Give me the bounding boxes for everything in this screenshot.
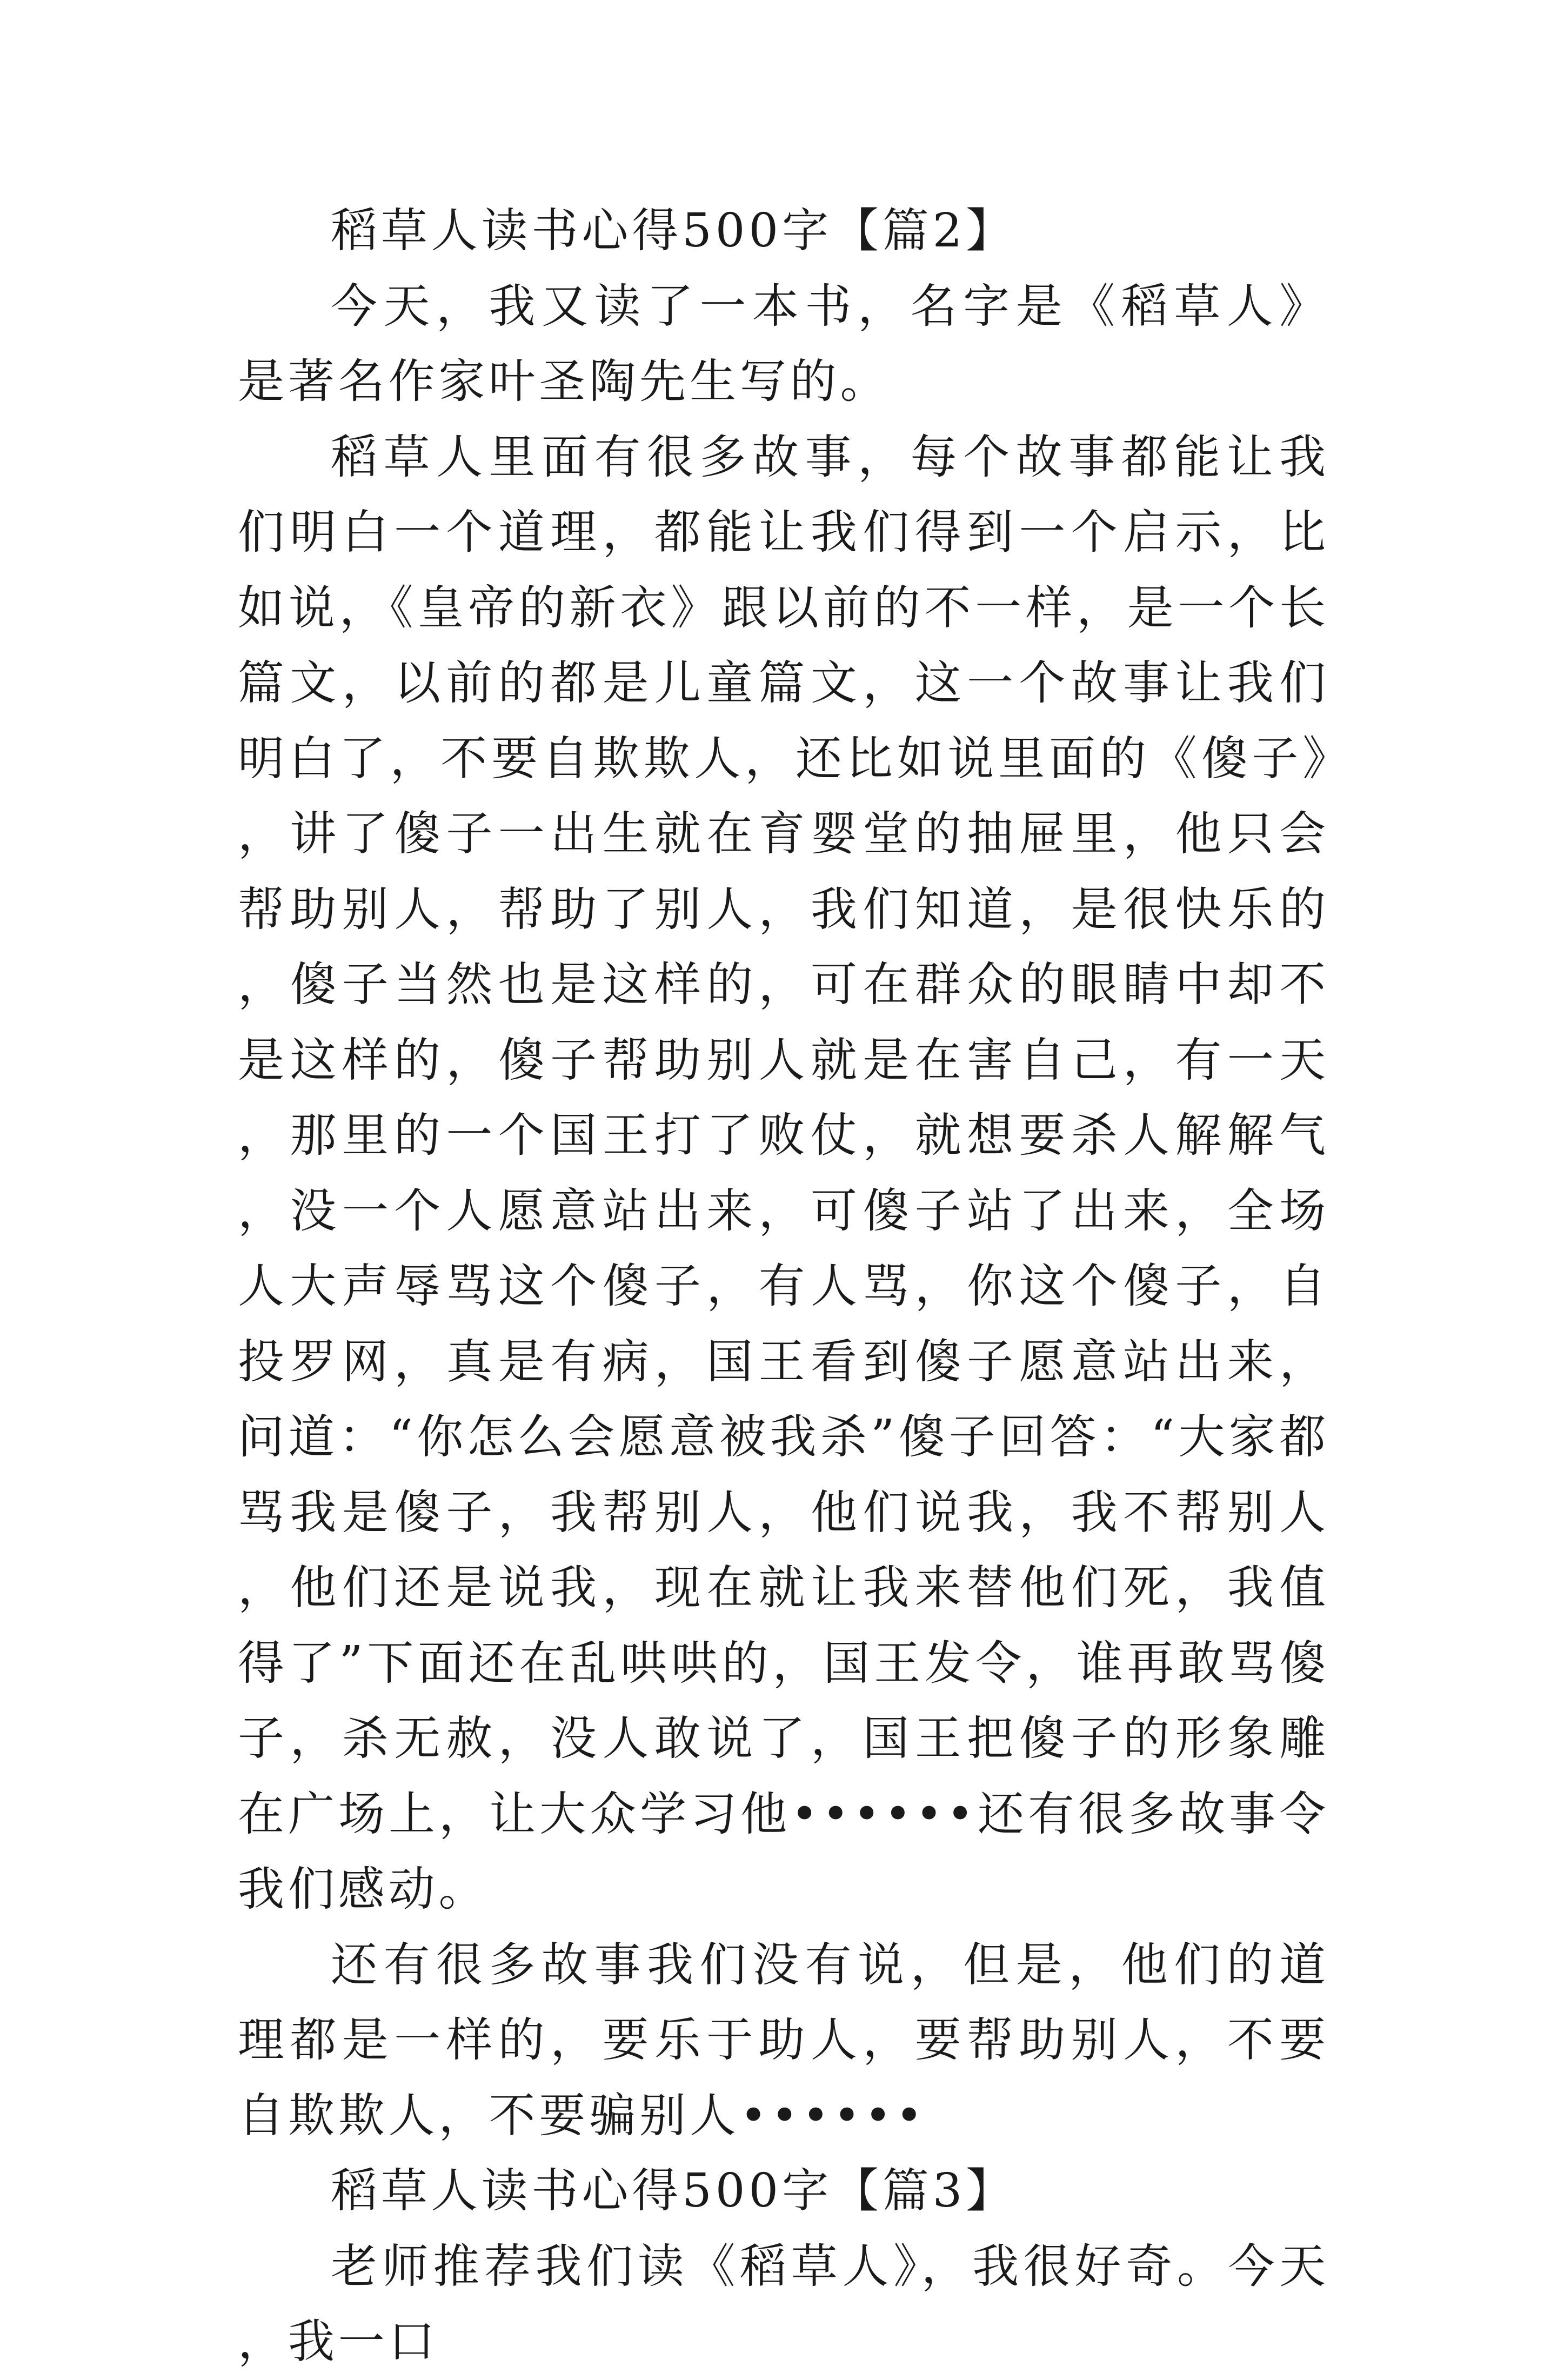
section-heading-2: 稻草人读书心得500字【篇2】: [331, 204, 1017, 258]
section-heading-3: 稻草人读书心得500字【篇3】: [331, 2164, 1017, 2218]
paragraph-recommendation: 老师推荐我们读《稻草人》，我很好奇。今天，我一口: [238, 2239, 1329, 2369]
document-body: [238, 193, 1329, 2380]
paragraph-intro: 今天，我又读了一本书，名字是《稻草人》是著名作家叶圣陶先生写的。: [238, 279, 1329, 409]
paragraph-stories: 稻草人里面有很多故事，每个故事都能让我们明白一个道理，都能让我们得到一个启示，比如说，《皇帝的新衣》跟以前的不一样，是一个长篇文，以前的都是儿童篇文，这一个故事让我们明白了，不要自欺欺人，还比如说里面的《傻子》，讲了傻子一出生就在育婴堂的抽屉里，他只会帮助别人，帮助了别人，我们知道，是很快乐的，傻子当然也是这样的，可在群众的眼睛中却不是这样的，傻子帮助别人就是在害自己，有一天，那里的一个国王打了败仗，就想要杀人解解气，没一个人愿意站出来，可傻子站了出来，全场人大声辱骂这个傻子，有人骂，你这个傻子，自投罗网，真是有病，国王看到傻子愿意站出来，问道：“你怎么会愿意被我杀”傻子回答：“大家都骂我是傻子，我帮别人，他们说我，我不帮别人，他们还是说我，现在就让我来替他们死，我值得了”下面还在乱哄哄的，国王发令，谁再敢骂傻子，杀无赦，没人敢说了，国王把傻子的形象雕在广场上，让大众学习他••••••还有很多故事令我们感动。: [238, 430, 1329, 1916]
paragraph-lessons: 还有很多故事我们没有说，但是，他们的道理都是一样的，要乐于助人，要帮助别人，不要自欺欺人，不要骗别人••••••: [238, 1937, 1329, 2143]
